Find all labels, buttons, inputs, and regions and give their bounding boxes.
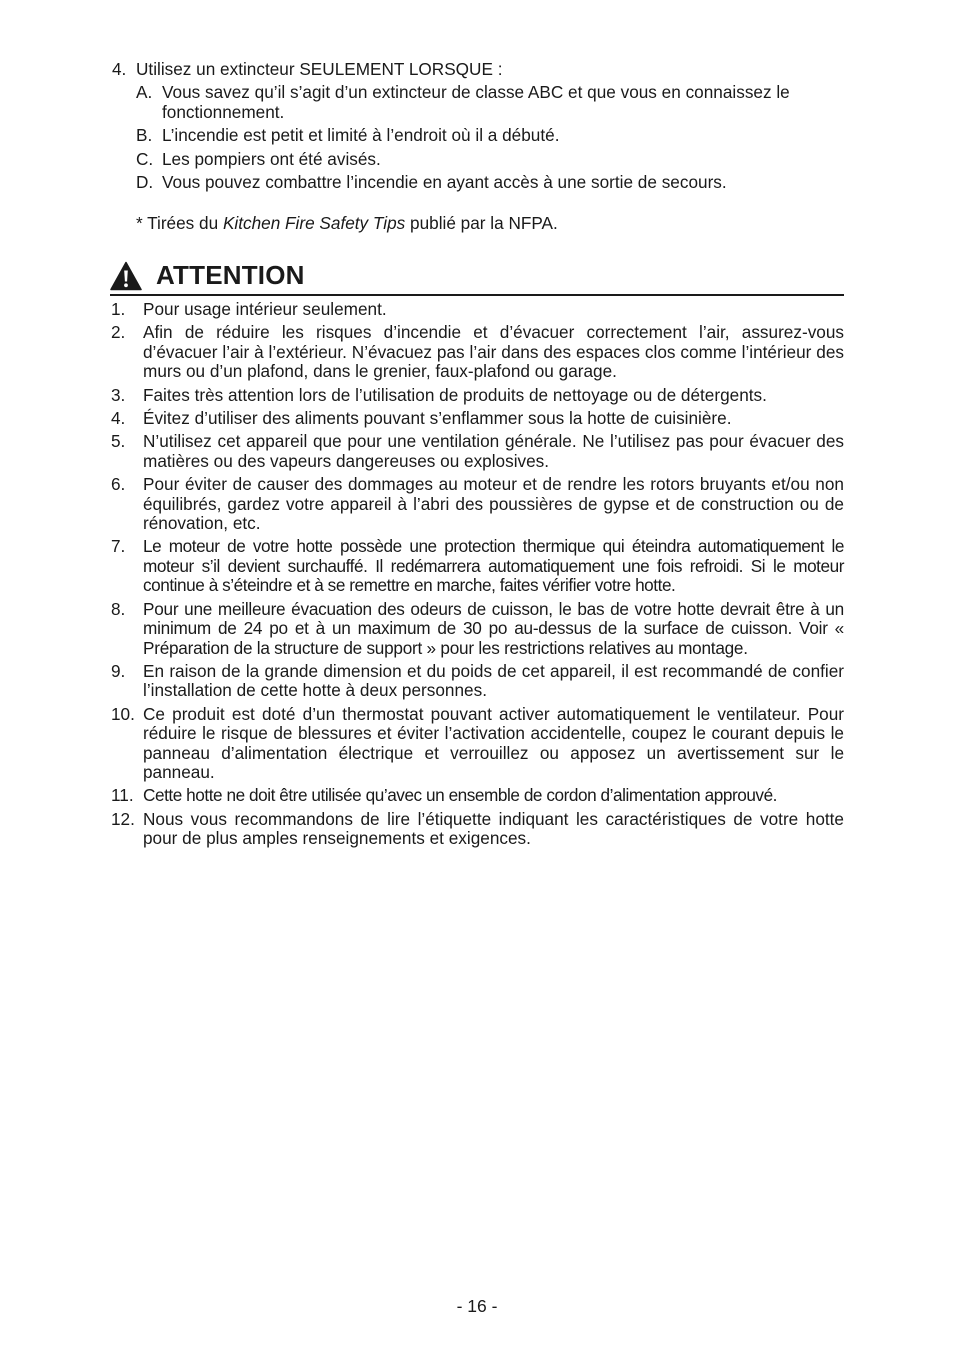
item-number: 4. (112, 59, 127, 79)
footnote-suffix: publié par la NFPA. (405, 213, 558, 234)
list-item (111, 537, 844, 595)
item-number: 12. (111, 808, 135, 829)
sub-item-text: Les pompiers ont été avisés. (162, 148, 381, 169)
attention-heading (110, 258, 844, 296)
item-text: Utilisez un extincteur SEULEMENT LORSQUE : (136, 59, 503, 79)
item-text: Cette hotte ne doit être utilisée qu’avec un ensemble de cordon d’alimentation approuvé. (143, 785, 778, 806)
item-text: Pour usage intérieur seulement. (143, 299, 387, 319)
sub-item (136, 173, 844, 192)
extinguisher-section (112, 60, 844, 234)
sub-item-text: Vous savez qu’il s’agit d’un extincteur de classe ABC et que vous en connaissez le fonctionnement. (162, 82, 790, 122)
sub-item-text: L’incendie est petit et limité à l’endroit où il a débuté. (162, 125, 560, 146)
item-number: 2. (111, 322, 126, 343)
attention-title: ATTENTION (156, 260, 305, 291)
item-number: 4. (111, 408, 126, 429)
warning-triangle-icon (110, 261, 142, 291)
sub-item-letter: D. (136, 172, 154, 193)
list-item-4 (112, 60, 844, 79)
item-text: Ce produit est doté d’un thermostat pouvant activer automatiquement le ventilateur. Pour réduire le risque de blessures et éviter l’activation accidentelle, coupez le courant depuis le panneau d’alimentation électrique et verrouillez ou apposez un avertissement sur le panneau. (143, 703, 844, 782)
item-number: 6. (111, 474, 126, 495)
item-text: Faites très attention lors de l’utilisation de produits de nettoyage ou de détergents. (143, 384, 767, 405)
list-item (111, 810, 844, 849)
item-number: 10. (111, 703, 135, 724)
footnote-prefix: * Tirées du (136, 213, 223, 234)
sub-item-letter: C. (136, 148, 154, 169)
item-text: En raison de la grande dimension et du poids de cet appareil, il est recommandé de confier l’installation de cette hotte à deux personnes. (143, 660, 844, 701)
sub-item (136, 150, 844, 169)
list-item (111, 475, 844, 533)
item-text: Le moteur de votre hotte possède une protection thermique qui éteindra automatiquement le moteur s’il devient surchauffé. Il redémarrera automatiquement une fois refroidi. Si le moteur continue à s’éteindre et à se remettre en marche, faites vérifier votre hotte. (143, 536, 844, 596)
list-item (111, 786, 844, 805)
item-number: 3. (111, 384, 126, 405)
item-text: Évitez d’utiliser des aliments pouvant s’enflammer sous la hotte de cuisinière. (143, 408, 732, 429)
list-item (111, 705, 844, 783)
item-number: 5. (111, 431, 126, 452)
item-text: Afin de réduire les risques d’incendie et d’évacuer correctement l’air, assurez-vous d’évacuer l’air à l’extérieur. N’évacuez pas l’air dans des espaces clos comme l’intérieur des murs ou d’un plafond, dans le grenier, faux-plafond ou garage. (143, 322, 844, 382)
item-text: N’utilisez cet appareil que pour une ventilation générale. Ne l’utilisez pas pour évacuer des matières ou des vapeurs dangereuses ou explosives. (143, 431, 844, 471)
attention-list (111, 300, 844, 853)
item-number: 9. (111, 660, 126, 681)
item-text: Pour éviter de causer des dommages au moteur et de rendre les rotors bruyants et/ou non équilibrés, gardez votre appareil à l’abri des poussières de gypse et de construction ou de rénovation, etc. (143, 474, 844, 534)
list-item (111, 300, 844, 319)
list-item (111, 662, 844, 701)
item-number: 1. (111, 299, 126, 319)
sub-item-letter: A. (136, 82, 153, 103)
item-text: Pour une meilleure évacuation des odeurs de cuisson, le bas de votre hotte devrait être à un minimum de 24 po et à un maximum de 30 po au-dessus de la surface de cuisson. Voir « Préparation de la structure de support » pour les restrictions relatives au montage. (143, 598, 844, 658)
page-number: - 16 - (456, 1296, 498, 1316)
list-item (111, 386, 844, 405)
conditions-list (136, 83, 844, 192)
item-number: 7. (111, 536, 126, 557)
item-number: 8. (111, 598, 126, 619)
list-item (111, 409, 844, 428)
list-item (111, 323, 844, 381)
item-number: 11. (111, 785, 134, 806)
sub-item-letter: B. (136, 125, 153, 146)
sub-item-text: Vous pouvez combattre l’incendie en ayant accès à une sortie de secours. (162, 172, 727, 193)
sub-item (136, 83, 844, 122)
sub-item (136, 126, 844, 145)
list-item (111, 432, 844, 471)
list-item (111, 600, 844, 658)
footnote-title: Kitchen Fire Safety Tips (222, 213, 406, 234)
footnote (136, 214, 844, 233)
item-text: Nous vous recommandons de lire l’étiquette indiquant les caractéristiques de votre hotte pour de plus amples renseignements et exigences. (143, 808, 844, 849)
